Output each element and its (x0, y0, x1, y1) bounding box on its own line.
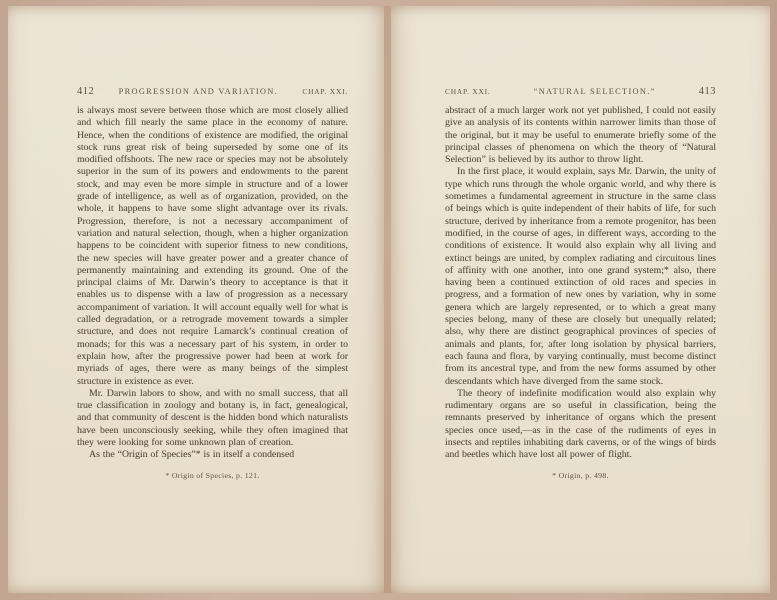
right-page-number: 413 (698, 86, 716, 97)
left-page-body (77, 105, 348, 462)
left-page-footnote: * Origin of Species, p. 121. (165, 470, 260, 480)
paragraph: is always most severe between those which are most closely allied and which fill nearly the same place in the economy of nature. Hence, when the conditions of existence are modified, the original stock runs great risk of being superseded by some one of its modified offshoots. The new race or species may not be absolutely superior in the sum of its powers and endowments to the parent stock, and may even be more simple in structure and of a lower grade of intelligence, as well as of organization, provided, on the whole, it happens to have some slight advantage over its rivals. Progression, therefore, is not a necessary accompaniment of variation and natural selection, though, when a higher organization happens to be coincident with superior fitness to new conditions, the new species will have greater power and a greater chance of permanently maintaining and extending its ground. One of the principal claims of Mr. Darwin’s theory to acceptance is that it enables us to dispense with a law of progression as a necessary accompaniment of variation. It will account equally well for what is called degradation, or a retrograde movement towards a simpler structure, and does not require Lamarck’s continual creation of monads; for this was a necessary part of his system, in order to explain how, after the progressive power had been at work for myriads of ages, there were as many beings of the simplest structure in existence as ever. (77, 105, 348, 387)
right-page (391, 6, 770, 593)
left-chapter-label: CHAP. XXI. (302, 87, 348, 96)
left-page-number: 412 (77, 86, 95, 97)
paragraph: As the “Origin of Species”* is in itself a condensed (89, 449, 295, 461)
page-gutter (384, 6, 391, 593)
paragraph: The theory of indefinite modification would also explain why rudimentary organs are so useful in classification, being the remnants preserved by inheritance of organs which the present species once used,—as in the case of the rudiments of eyes in insects and reptiles inhabiting dark caverns, or of the wings of birds and beetles which have lost all power of flight. (445, 387, 716, 461)
left-running-title: PROGRESSION AND VARIATION. (118, 87, 279, 96)
right-page-header (445, 86, 716, 98)
right-page-footnote: * Origin, p. 498. (552, 470, 609, 480)
left-page (8, 6, 384, 593)
paragraph: abstract of a much larger work not yet published, I could not easily give an analysis of its contents within narrower limits than those of the original, but it may be useful to enumerate briefly some of the principal classes of phenomena on which the theory of “Natural Selection” is believed by its author to throw light. (445, 105, 716, 166)
right-running-title: “NATURAL SELECTION.” (533, 87, 656, 96)
paragraph: Mr. Darwin labors to show, and with no small success, that all true classification in zoology and botany is, in fact, genealogical, and that community of descent is the hidden bond which naturalists have been unconsciously seeking, while they often imagined that they were looking for some unknown plan of creation. (77, 387, 348, 449)
left-page-header (77, 86, 348, 98)
paragraph: In the first place, it would explain, says Mr. Darwin, the unity of type which runs through the whole organic world, and why there is sometimes a fundamental agreement in structure in the same class of beings which is quite independent of their habits of life, for such structure, derived by inheritance from a remote progenitor, has been modified, in the course of ages, in different ways, according to the conditions of existence. It would also explain why all living and extinct beings are united, by complex radiating and circuitous lines of affinity with one another, into one grand system;* also, there having been a continued extinction of old races and species in progress, and a formation of new ones by variation, why in some genera which are largely represented, or to which a great many species belong, many of these are closely but unequally related; also, why there are distinct geographical provinces of species of animals and plants, for, after long isolation by physical barriers, each fauna and flora, by varying continually, must become distinct from its ancestral type, and from the new forms assumed by other descendants which have diverged from the same stock. (445, 166, 716, 387)
right-chapter-label: CHAP. XXI. (445, 87, 491, 96)
right-page-body (445, 105, 716, 462)
